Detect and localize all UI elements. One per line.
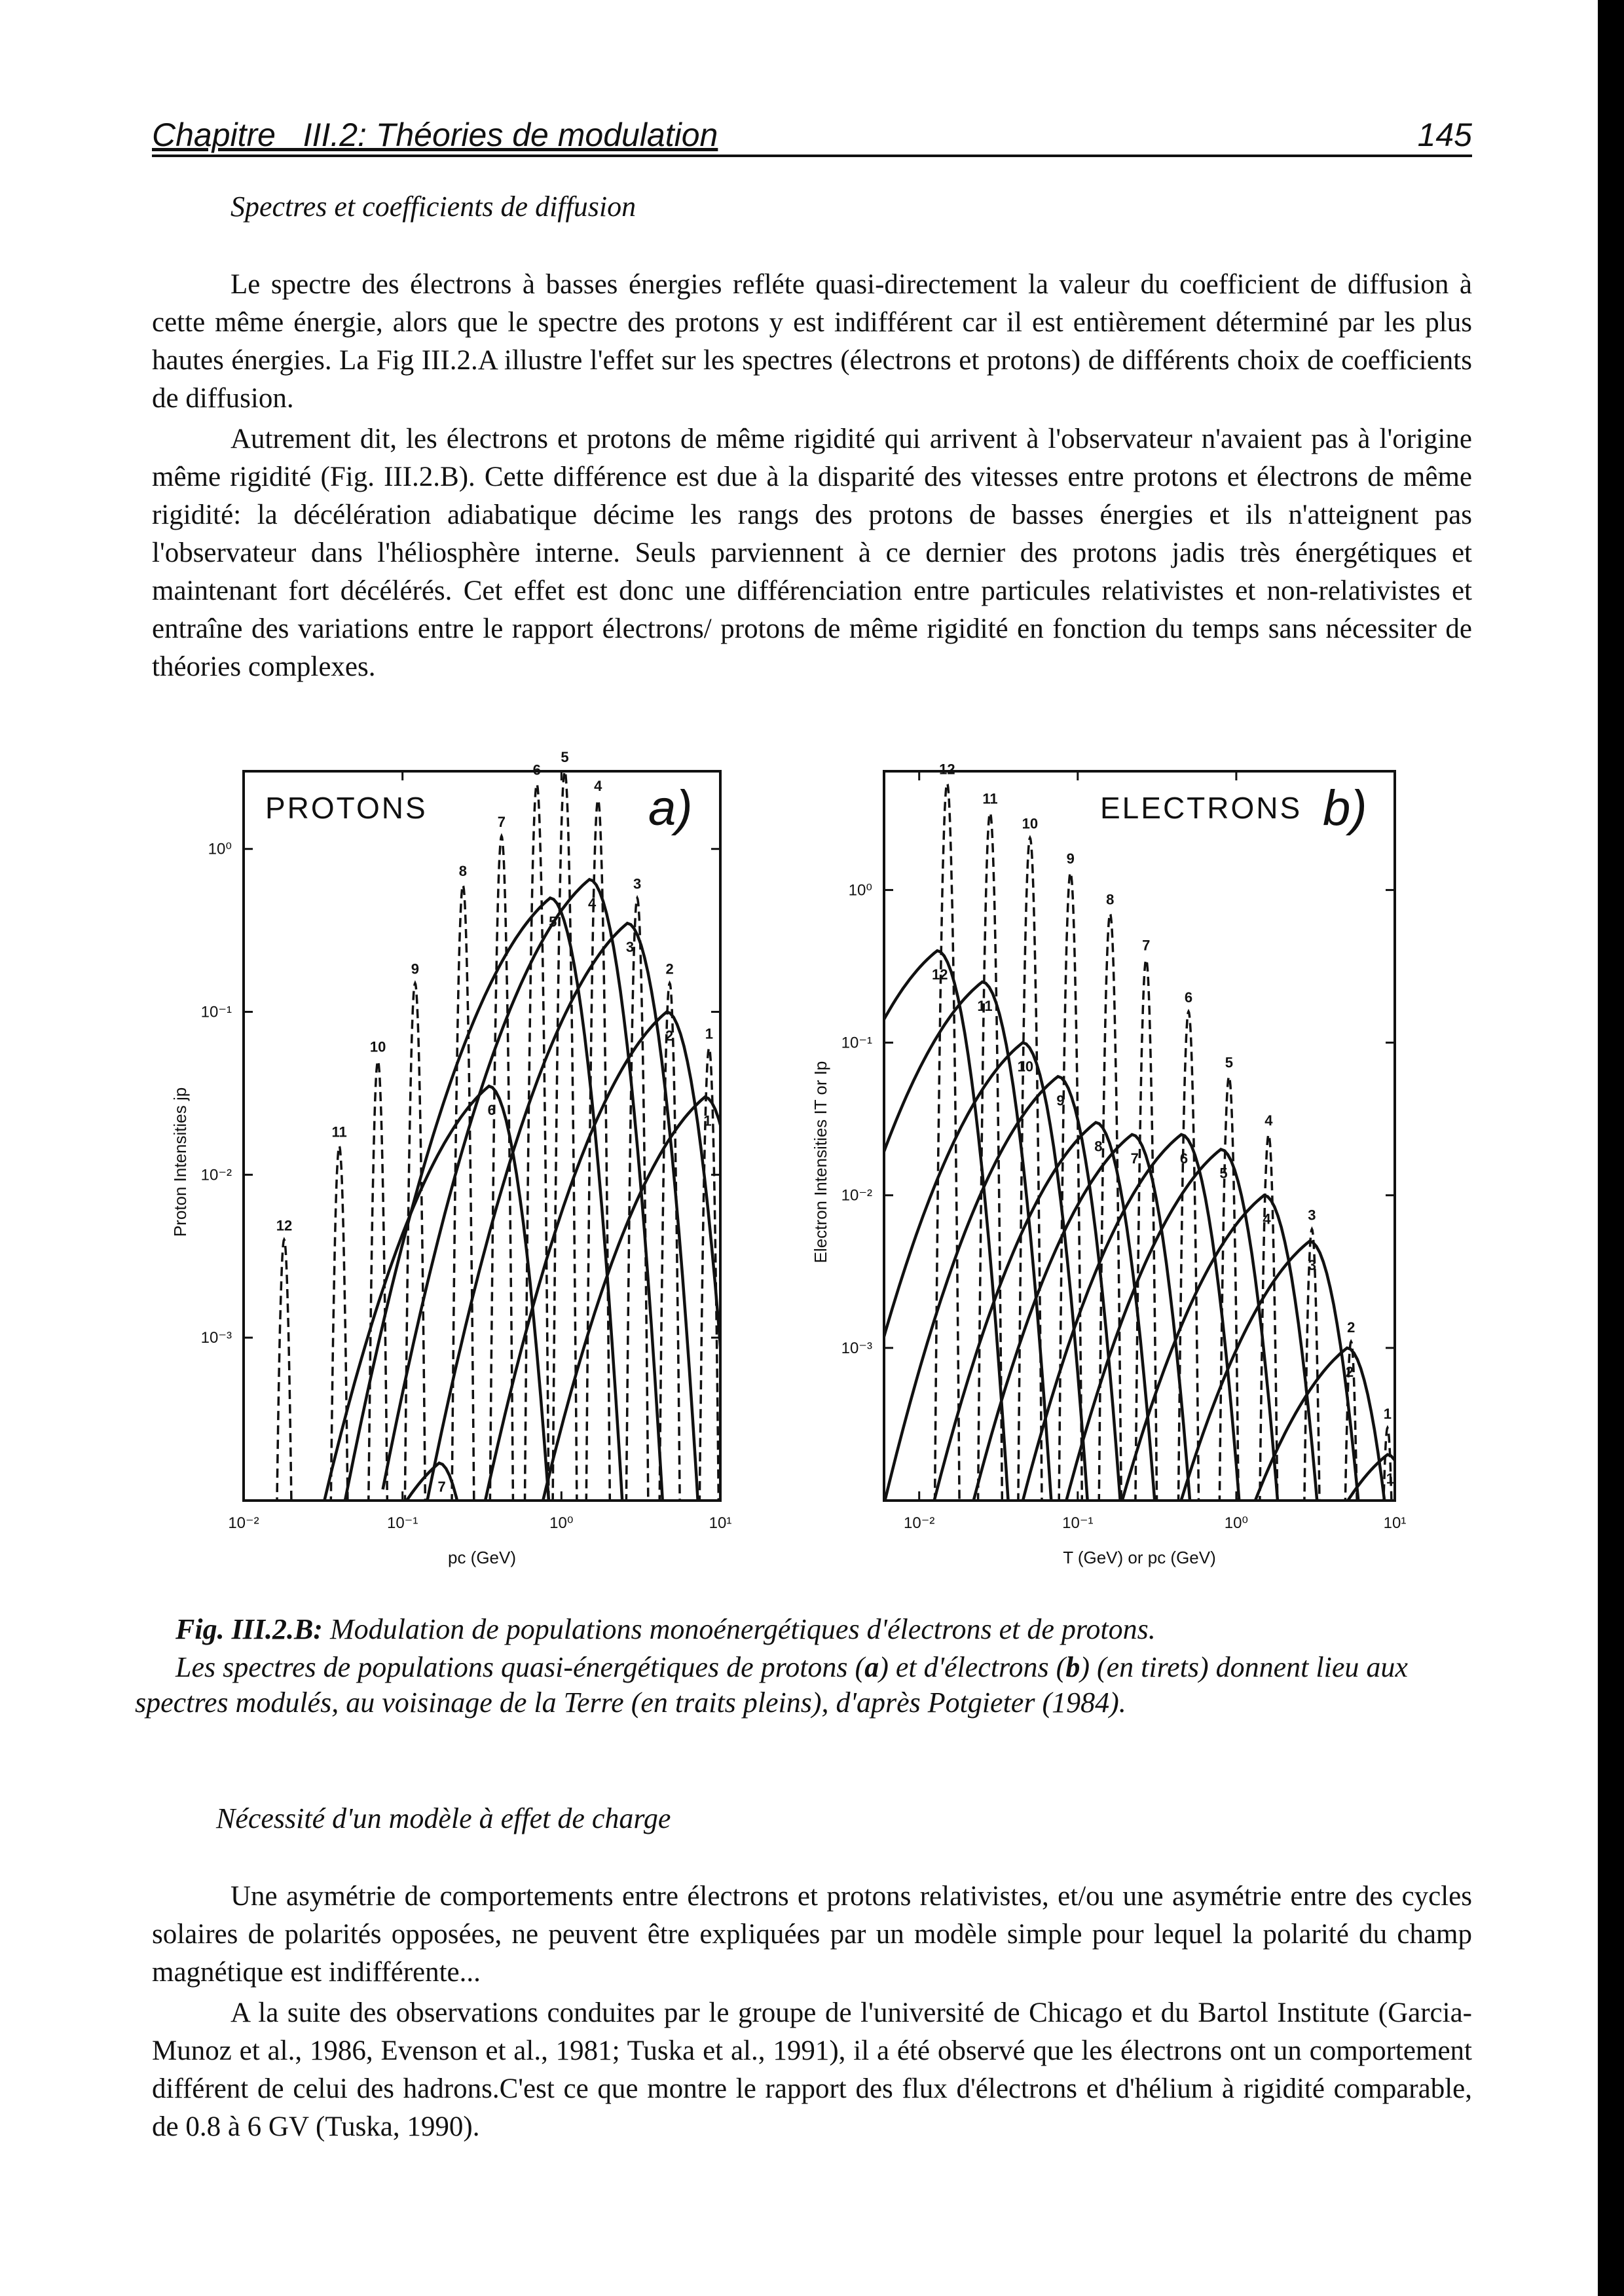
modulated-curve-label: 2: [1345, 1363, 1354, 1380]
modulated-curve-label: 7: [437, 1478, 446, 1495]
modulated-curve-label: 4: [1263, 1211, 1271, 1228]
modulated-curve-label: 3: [1308, 1256, 1316, 1273]
plot-frame: [244, 771, 720, 1501]
incident-curve-label: 3: [633, 875, 642, 892]
modulated-curve-label: 10: [1017, 1058, 1034, 1075]
body-paragraph-1: [152, 266, 1472, 418]
modulated-curve-label: 7: [1130, 1150, 1139, 1167]
caption-text: Les spectres de populations quasi-énergétiques de protons (: [175, 1651, 865, 1683]
y-tick-label: 10⁻¹: [841, 1034, 872, 1052]
incident-curve-label: 6: [532, 761, 541, 778]
caption-label: Fig. III.2.B:: [175, 1613, 323, 1645]
modulated-curve-label: 3: [625, 939, 635, 956]
modulated-curve-label: 2: [665, 1027, 674, 1044]
caption-panel-a: a: [864, 1651, 879, 1683]
figure-caption-body: [135, 1650, 1431, 1721]
x-tick-label: 10⁰: [1224, 1514, 1249, 1532]
y-axis-label: Electron Intensities IT or Ip: [811, 1061, 830, 1264]
y-axis-label: Proton Intensities jp: [170, 1087, 190, 1237]
modulated-curve-label: 1: [703, 1112, 712, 1129]
x-tick-label: 10⁻²: [904, 1514, 935, 1532]
incident-curve-label: 8: [1106, 891, 1115, 908]
paragraph-text: A la suite des observations conduites par le groupe de l'université de Chicago et du Bartol Institute (Garcia-Munoz et al., 1986, Evenson et al., 1981; Tuska et al., 1991), il a été observé que les électrons ont un comportement différent de celui des hadrons.C'est ce que montre le rapport des flux d'électrons et d'hélium à rigidité comparable, de 0.8 à 6 GV (Tuska, 1990).: [152, 1997, 1472, 2142]
section-heading-spectres: Spectres et coefficients de diffusion: [231, 191, 637, 223]
incident-curve-label: 8: [458, 862, 468, 879]
incident-curve-label: 7: [1142, 937, 1151, 954]
paragraph-text: Autrement dit, les électrons et protons de même rigidité qui arrivent à l'observateur n'avaient pas à l'origine même rigidité (Fig. III.2.B). Cette différence est due à la disparité des vitesses entre protons et électrons de même rigidité: la décélération adiabatique décime les rangs des protons de basses énergies et ils n'atteignent pas l'observateur dans l'héliosphère interne. Seuls parviennent à ce dernier des protons jadis très énergétiques et maintenant fort décélérés. Cet effet est donc une différenciation entre particules relativistes et non-relativistes et entraîne des variations entre le rapport électrons/ protons de même rigidité en fonction du temps sans nécessiter de théories complexes.: [152, 424, 1472, 682]
incident-curve-label: 7: [497, 814, 506, 831]
caption-panel-b: b: [1065, 1651, 1080, 1683]
caption-text: ) (en tirets) donnent lieu aux spectres modulés, au voisinage de la Terre (en traits pleins), d'après Potgieter (1984).: [135, 1651, 1408, 1719]
x-tick-label: 10⁻²: [228, 1514, 259, 1532]
y-tick-label: 10⁰: [208, 840, 232, 858]
incident-curve-label: 11: [331, 1123, 347, 1140]
modulated-curve-label: 4: [587, 895, 597, 912]
modulated-curve-label: 12: [932, 966, 948, 983]
y-tick-label: 10⁻³: [200, 1329, 232, 1347]
panel-letter: b): [1323, 780, 1367, 836]
panel-title: PROTONS: [265, 791, 428, 825]
y-tick-label: 10⁻²: [200, 1166, 232, 1184]
body-paragraph-2: [152, 420, 1472, 686]
figure-panel-a: [157, 749, 733, 1571]
incident-curve-label: 5: [1225, 1054, 1233, 1071]
incident-curve-label: 1: [705, 1025, 713, 1042]
modulated-curve-label: 1: [1386, 1470, 1395, 1487]
paragraph-text: Une asymétrie de comportements entre électrons et protons relativistes, et/ou une asymétrie entre des cycles solaires de polarités opposées, ne peuvent être expliquées par un modèle simple pour lequel la polarité du champ magnétique est indifférente...: [152, 1881, 1472, 1988]
modulated-curve-label: 6: [487, 1101, 496, 1118]
incident-curve-label: 4: [594, 777, 602, 794]
incident-curve-label: 12: [939, 761, 955, 778]
incident-curve-label: 11: [982, 790, 998, 807]
panel-title: ELECTRONS: [1100, 791, 1302, 825]
y-tick-label: 10⁻³: [841, 1339, 872, 1357]
caption-text: ) et d'électrons (: [879, 1651, 1066, 1683]
caption-title: Modulation de populations monoénergétiques d'électrons et de protons.: [322, 1613, 1156, 1645]
modulated-curve-label: 6: [1179, 1150, 1189, 1167]
incident-curve-label: 12: [276, 1217, 293, 1234]
incident-curve-label: 9: [411, 960, 420, 977]
incident-curve-label: 2: [1347, 1319, 1356, 1336]
body-paragraph-4: [152, 1994, 1472, 2146]
panel-letter: a): [648, 780, 693, 836]
body-paragraph-3: [152, 1878, 1472, 1992]
page-number: 145: [1417, 117, 1472, 153]
running-header: [152, 111, 1472, 157]
incident-curve-label: 6: [1184, 989, 1193, 1006]
incident-curve-label: 10: [369, 1038, 386, 1055]
y-tick-label: 10⁻²: [841, 1186, 872, 1205]
x-tick-label: 10¹: [709, 1514, 732, 1532]
incident-curve-label: 4: [1264, 1112, 1273, 1129]
modulated-curve-label: 5: [549, 913, 557, 930]
modulated-curve-label: 8: [1094, 1138, 1103, 1155]
x-axis-label: T (GeV) or pc (GeV): [1063, 1548, 1216, 1567]
incident-curve-label: 5: [561, 749, 569, 765]
x-tick-label: 10⁰: [549, 1514, 574, 1532]
incident-curve-label: 2: [665, 960, 674, 977]
section-heading-necessite: Nécessité d'un modèle à effet de charge: [216, 1802, 671, 1834]
x-axis-label: pc (GeV): [447, 1548, 517, 1567]
y-tick-label: 10⁻¹: [200, 1003, 232, 1021]
x-tick-label: 10⁻¹: [386, 1514, 418, 1532]
figure-caption: [175, 1612, 1472, 1647]
chapter-title: Chapitre III.2: Théories de modulation: [152, 117, 718, 153]
figure-panel-b: [811, 759, 1421, 1571]
incident-curve-label: 10: [1022, 815, 1039, 832]
y-tick-label: 10⁰: [848, 881, 872, 900]
modulated-curve-label: 5: [1219, 1165, 1228, 1182]
modulated-curve-label: 11: [977, 997, 993, 1014]
x-tick-label: 10⁻¹: [1062, 1514, 1094, 1532]
incident-curve-label: 1: [1383, 1405, 1392, 1422]
paragraph-text: Le spectre des électrons à basses énergies refléte quasi-directement la valeur du coefficient de diffusion à cette même énergie, alors que le spectre des protons y est indifférent car il est entièrement déterminé par les plus hautes énergies. La Fig III.2.A illustre l'effet sur les spectres (électrons et protons) de différents choix de coefficients de diffusion.: [152, 269, 1472, 414]
incident-curve-label: 9: [1066, 850, 1075, 867]
modulated-curve-label: 9: [1056, 1092, 1065, 1109]
incident-curve-label: 3: [1308, 1207, 1316, 1224]
x-tick-label: 10¹: [1383, 1514, 1407, 1532]
